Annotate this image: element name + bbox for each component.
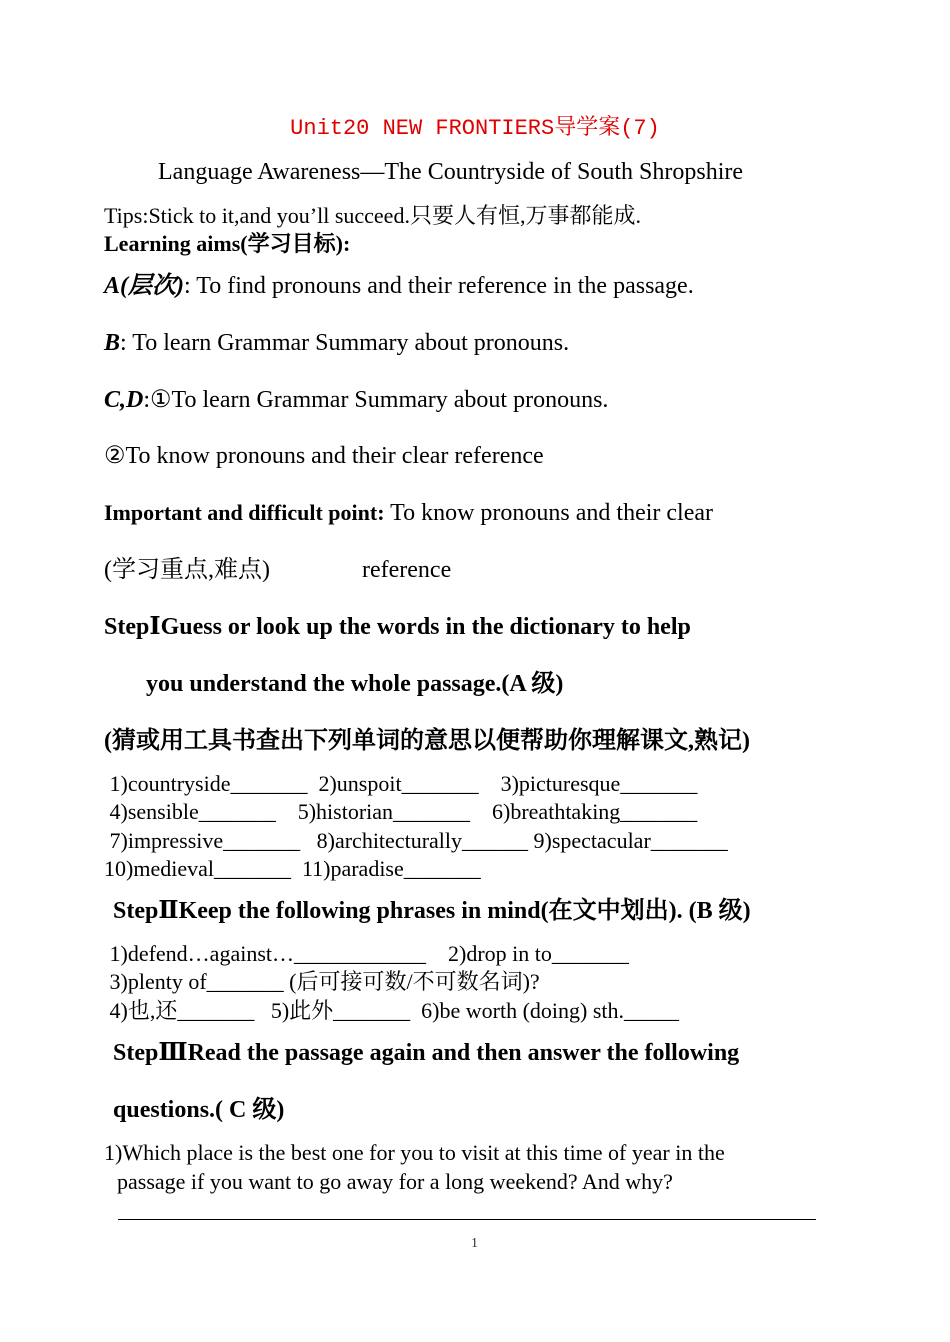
step3-heading-cont: questions.( C 级) — [113, 1097, 285, 1123]
vocab-row: 1)countryside_______ 2)unspoit_______ 3)picturesque_______ — [104, 771, 698, 796]
aim-cd-text: :①To learn Grammar Summary about pronouns. — [143, 387, 609, 413]
phrase-row: 1)defend…against…____________ 2)drop in to_______ — [104, 941, 629, 966]
step2-heading: StepⅡKeep the following phrases in mind(在文中划出). (B 级) — [113, 898, 751, 924]
aim-b-label: B — [104, 330, 121, 356]
document-title: Unit20 NEW FRONTIERS导学案(7) — [290, 116, 660, 141]
important-point — [104, 501, 713, 525]
learning-aims-heading: Learning aims(学习目标): — [104, 231, 351, 256]
important-point-text: To know pronouns and their clear — [384, 500, 714, 526]
important-point-label: Important and difficult point: — [104, 500, 385, 525]
aim-b — [104, 331, 569, 355]
question-1: 1)Which place is the best one for you to visit at this time of year in the — [104, 1140, 725, 1165]
step1-heading: StepⅠGuess or look up the words in the dictionary to help — [104, 614, 691, 640]
vocab-row: 10)medieval_______ 11)paradise_______ — [104, 856, 481, 881]
vocab-row: 7)impressive_______ 8)architecturally______ 9)spectacular_______ — [104, 828, 728, 853]
tips-line: Tips:Stick to it,and you’ll succeed.只要人有恒,万事都能成. — [104, 203, 641, 228]
aim-b-text: : To learn Grammar Summary about pronouns. — [120, 330, 570, 356]
step3-heading: StepⅢRead the passage again and then answer the following — [113, 1040, 740, 1066]
aim-cd-second: ②To know pronouns and their clear reference — [104, 443, 544, 469]
aim-a — [104, 274, 694, 298]
vocab-row: 4)sensible_______ 5)historian_______ 6)breathtaking_______ — [104, 799, 698, 824]
page-number: 1 — [471, 1236, 478, 1251]
step1-heading-cont: you understand the whole passage.(A 级) — [146, 671, 564, 697]
document-subtitle: Language Awareness—The Countryside of South Shropshire — [158, 159, 744, 185]
question-1-cont: passage if you want to go away for a long weekend? And why? — [117, 1169, 673, 1194]
important-point-continued: reference — [362, 557, 452, 583]
aim-cd-label: C,D — [104, 387, 144, 413]
step1-note: (猜或用工具书查出下列单词的意思以便帮助你理解课文,熟记) — [104, 728, 750, 754]
phrase-row: 4)也,还_______ 5)此外_______ 6)be worth (doing) sth._____ — [104, 998, 680, 1023]
phrase-row: 3)plenty of_______ (后可接可数/不可数名词)? — [104, 969, 540, 994]
important-point-cn: (学习重点,难点) — [104, 557, 270, 583]
aim-a-text: : To find pronouns and their reference in the passage. — [184, 273, 694, 299]
aim-cd — [104, 388, 608, 412]
aim-a-label: A(层次) — [104, 273, 184, 299]
answer-line — [118, 1219, 816, 1220]
